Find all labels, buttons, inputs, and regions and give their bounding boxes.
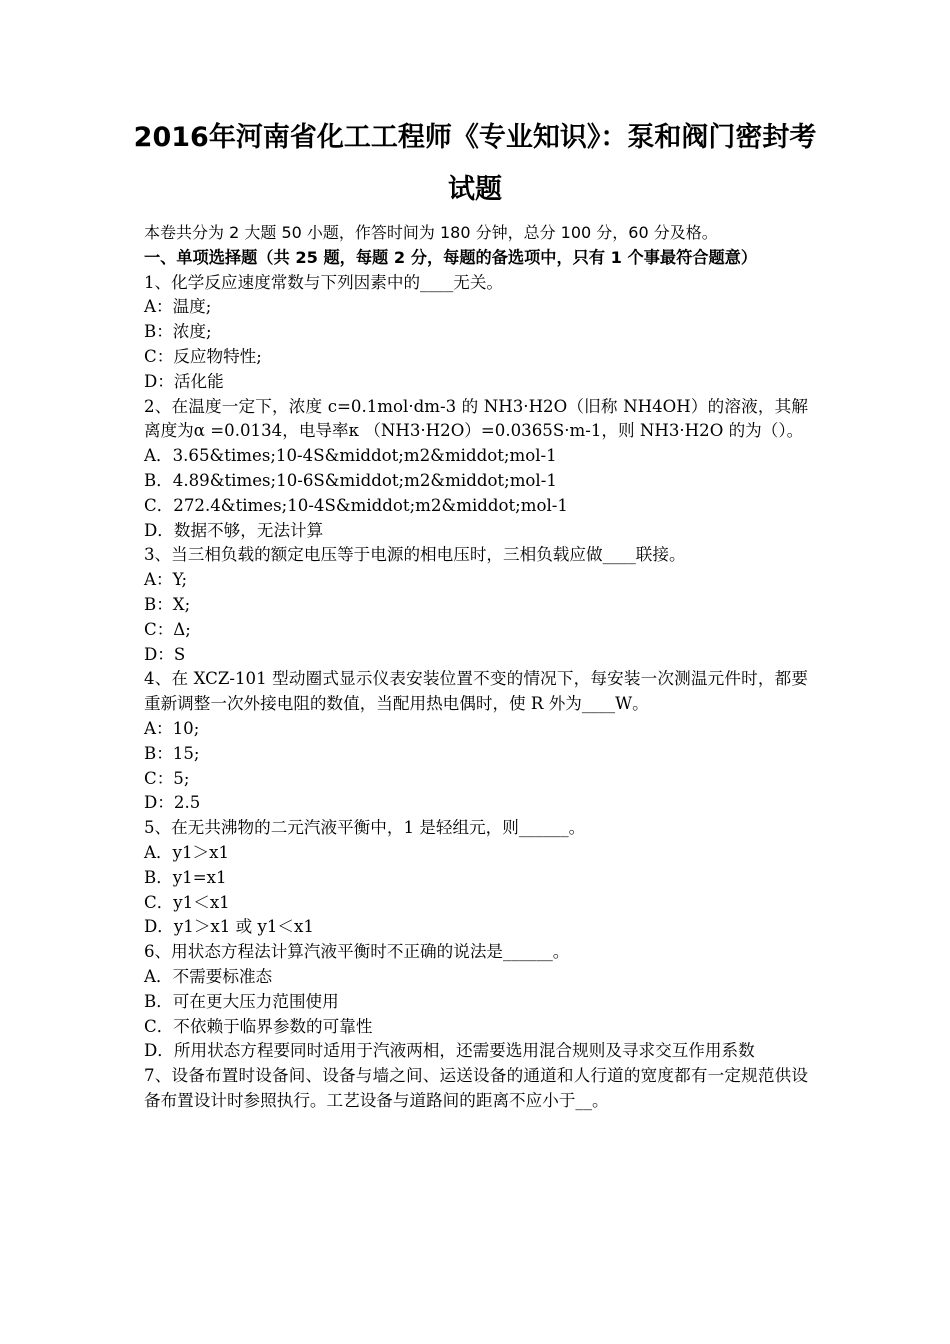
- question-option: A．3.65&times;10-4S&middot;m2&middot;mol-1: [144, 446, 557, 466]
- question-option: D：2.5: [144, 793, 201, 813]
- question-6: [144, 940, 808, 1064]
- question-stem: 7、设备布置时设备间、设备与墙之间、运送设备的通道和人行道的宽度都有一定规范供设备布置设计时参照执行。工艺设备与道路间的距离不应小于__。: [144, 1066, 808, 1110]
- question-option: B：15;: [144, 743, 200, 763]
- question-2: [144, 395, 808, 544]
- question-option: A．不需要标准态: [144, 966, 273, 986]
- question-stem: 4、在 XCZ-101 型动圈式显示仪表安装位置不变的情况下，每安装一次测温元件时，都要重新调整一次外接电阻的数值，当配用热电偶时，使 R 外为____W。: [144, 669, 808, 714]
- question-option: C：Δ;: [144, 619, 191, 639]
- question-option: A：Y;: [144, 570, 188, 590]
- question-option: C．y1＜x1: [144, 892, 230, 912]
- question-option: A：温度;: [144, 297, 212, 317]
- question-stem: 5、在无共沸物的二元汽液平衡中，1 是轻组元，则______。: [144, 818, 586, 838]
- question-stem: 1、化学反应速度常数与下列因素中的____无关。: [144, 272, 504, 292]
- question-option: A．y1＞x1: [144, 842, 230, 862]
- exam-intro: 本卷共分为 2 大题 50 小题，作答时间为 180 分钟，总分 100 分，60 分及格。: [144, 223, 718, 242]
- question-option: C：5;: [144, 768, 190, 788]
- question-option: D．y1＞x1 或 y1＜x1: [144, 917, 314, 937]
- section-heading: 一、单项选择题（共 25 题，每题 2 分，每题的备选项中，只有 1 个事最符合题意）: [144, 247, 758, 267]
- question-option: A：10;: [144, 718, 200, 738]
- question-3: [144, 543, 808, 667]
- question-option: D：活化能: [144, 371, 224, 391]
- question-7: [144, 1064, 808, 1114]
- question-option: D．所用状态方程要同时适用于汽液两相，还需要选用混合规则及寻求交互作用系数: [144, 1041, 755, 1061]
- question-stem: 6、用状态方程法计算汽液平衡时不正确的说法是______。: [144, 942, 570, 962]
- question-option: D：S: [144, 644, 186, 664]
- question-option: C：反应物特性;: [144, 346, 262, 366]
- document-body: [144, 221, 808, 1114]
- question-option: C．不依赖于临界参数的可靠性: [144, 1016, 373, 1036]
- question-option: B：X;: [144, 594, 191, 614]
- question-4: [144, 667, 808, 816]
- question-stem: 2、在温度一定下，浓度 c=0.1mol·dm-3 的 NH3·H2O（旧称 NH4OH）的溶液，其解离度为α =0.0134，电导率κ （NH3·H2O）=0.0365S·m-1，则 NH3·H2O 的为（）。: [144, 396, 808, 441]
- question-1: [144, 271, 808, 395]
- question-option: B．可在更大压力范围使用: [144, 991, 339, 1011]
- question-option: B．y1=x1: [144, 867, 227, 887]
- question-option: B：浓度;: [144, 322, 212, 342]
- document-title: 2016年河南省化工工程师《专业知识》：泵和阀门密封考试题: [133, 122, 817, 205]
- question-option: C．272.4&times;10-4S&middot;m2&middot;mol-1: [144, 495, 568, 515]
- question-option: D．数据不够，无法计算: [144, 520, 324, 540]
- question-stem: 3、当三相负载的额定电压等于电源的相电压时，三相负载应做____联接。: [144, 545, 686, 565]
- question-5: [144, 816, 808, 940]
- question-option: B．4.89&times;10-6S&middot;m2&middot;mol-1: [144, 470, 557, 490]
